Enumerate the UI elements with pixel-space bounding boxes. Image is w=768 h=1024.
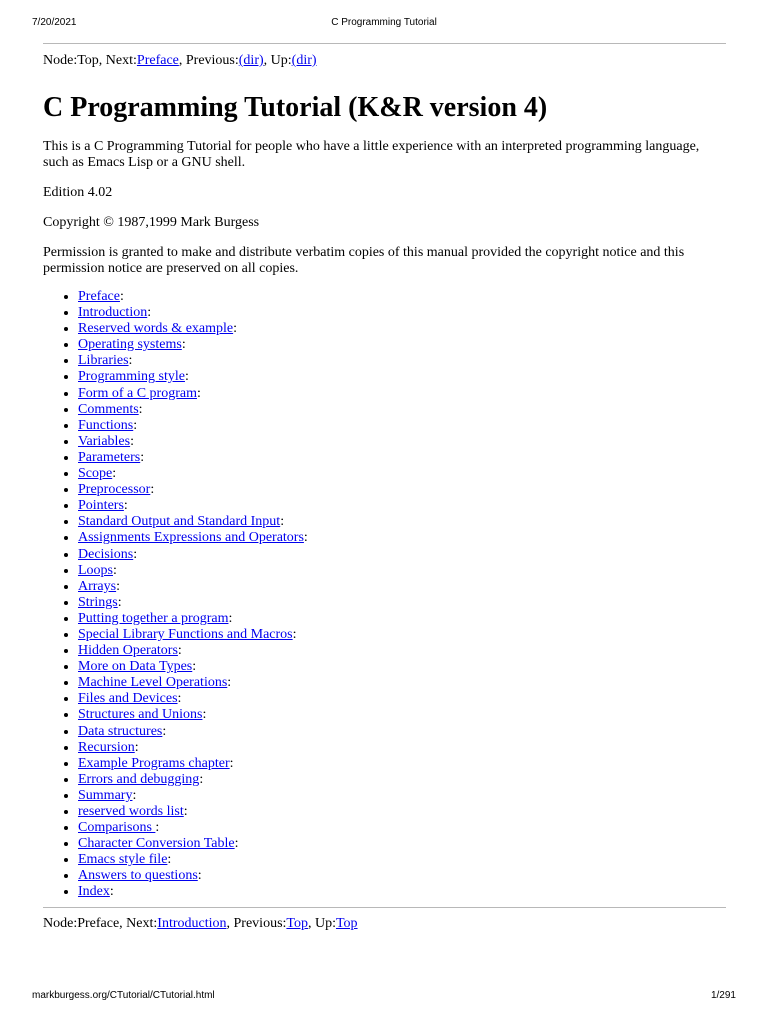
toc-item: [78, 514, 726, 530]
toc-suffix: :: [229, 755, 234, 771]
toc-link[interactable]: Scope: [78, 466, 113, 482]
up-link[interactable]: Top: [335, 915, 358, 931]
toc-link[interactable]: Parameters: [78, 449, 141, 465]
print-title: C Programming Tutorial: [331, 17, 437, 28]
toc-suffix: :: [184, 369, 189, 385]
toc-suffix: :: [196, 385, 201, 401]
up-label: , Up:: [263, 53, 292, 68]
node-navigation-top: [43, 53, 726, 69]
toc-suffix: :: [116, 578, 120, 594]
toc-item: [78, 884, 726, 900]
page-title: C Programming Tutorial (K&R version 4): [43, 92, 548, 123]
toc-suffix: :: [133, 417, 138, 433]
toc-suffix: :: [155, 820, 160, 836]
page-number: 1/291: [710, 990, 736, 1001]
toc-suffix: :: [280, 514, 285, 530]
toc-link[interactable]: Example Programs chapter: [78, 755, 230, 771]
print-url: markburgess.org/CTutorial/CTutorial.html: [32, 990, 215, 1001]
toc-suffix: :: [109, 884, 114, 900]
toc-link[interactable]: Operating systems: [78, 337, 182, 353]
toc-item: [78, 659, 726, 675]
toc-item: [78, 337, 726, 353]
toc-item: [78, 321, 726, 337]
toc-link[interactable]: Index: [78, 884, 110, 900]
toc-suffix: :: [202, 707, 207, 723]
toc-item: [78, 402, 726, 418]
toc-suffix: :: [133, 546, 138, 562]
toc-item: [78, 369, 726, 385]
previous-label: , Previous:: [226, 915, 287, 931]
toc-item: [78, 788, 726, 804]
next-link[interactable]: Introduction: [157, 915, 227, 931]
toc-suffix: :: [112, 466, 117, 482]
toc-link[interactable]: Answers to questions: [78, 868, 198, 884]
toc-link[interactable]: Standard Output and Standard Input: [78, 514, 281, 530]
toc-link[interactable]: Loops: [78, 562, 113, 578]
toc-item: [78, 289, 726, 305]
toc-item: [78, 434, 726, 450]
toc-item: [78, 756, 726, 772]
toc-suffix: :: [132, 787, 137, 803]
node-label: Node:Preface, Next:: [43, 915, 158, 931]
toc-suffix: :: [192, 659, 197, 675]
toc-item: [78, 450, 726, 466]
toc-item: [78, 852, 726, 868]
toc-item: [78, 820, 726, 836]
toc-item: [78, 772, 726, 788]
toc-suffix: :: [167, 852, 172, 868]
toc-link[interactable]: Data structures: [78, 723, 163, 739]
toc-item: [78, 595, 726, 611]
toc-link[interactable]: Introduction: [78, 305, 148, 321]
toc-suffix: :: [117, 594, 122, 610]
toc-suffix: :: [303, 530, 308, 546]
next-link[interactable]: Preface: [136, 53, 179, 68]
toc-suffix: :: [150, 482, 155, 498]
toc-link[interactable]: Character Conversion Table: [78, 836, 235, 852]
toc-item: [78, 724, 726, 740]
toc-link[interactable]: Pointers: [78, 498, 124, 514]
toc-item: [78, 611, 726, 627]
toc-link[interactable]: Files and Devices: [78, 691, 178, 707]
toc-suffix: :: [228, 610, 233, 626]
toc-suffix: :: [292, 626, 297, 642]
toc-item: [78, 563, 726, 579]
page-content: [43, 43, 726, 932]
top-divider: [43, 43, 726, 44]
toc-suffix: :: [123, 498, 128, 514]
toc-suffix: :: [177, 691, 182, 707]
toc-link[interactable]: Comparisons: [78, 820, 156, 836]
toc-item: [78, 868, 726, 884]
up-link[interactable]: (dir): [291, 53, 317, 68]
toc-link[interactable]: Assignments Expressions and Operators: [78, 530, 304, 546]
toc-link[interactable]: Functions: [78, 417, 134, 433]
toc-item: [78, 836, 726, 852]
toc-suffix: :: [140, 449, 145, 465]
toc-link[interactable]: Errors and debugging: [78, 771, 200, 787]
toc-item: [78, 418, 726, 434]
toc-suffix: :: [113, 562, 117, 578]
print-footer: [32, 990, 736, 1006]
toc-item: [78, 466, 726, 482]
bottom-divider: [43, 907, 726, 908]
node-navigation-bottom: [43, 916, 726, 932]
toc-link[interactable]: Emacs style file: [78, 852, 168, 868]
toc-item: [78, 707, 726, 723]
toc-link[interactable]: Recursion: [78, 739, 135, 755]
toc-suffix: :: [128, 353, 133, 369]
toc-suffix: :: [233, 321, 238, 337]
toc-item: [78, 547, 726, 563]
toc-link[interactable]: Arrays: [78, 578, 117, 594]
toc-suffix: :: [134, 739, 139, 755]
previous-link[interactable]: (dir): [238, 53, 264, 68]
toc-link[interactable]: Preprocessor: [78, 482, 151, 498]
toc-suffix: :: [199, 771, 204, 787]
print-header: [32, 17, 736, 33]
toc-suffix: :: [183, 804, 188, 819]
toc-suffix: :: [197, 868, 202, 884]
toc-link[interactable]: Structures and Unions: [78, 707, 203, 723]
toc-item: [78, 482, 726, 498]
toc-link[interactable]: Strings: [78, 594, 118, 610]
toc-item: [78, 386, 726, 402]
toc-item: [78, 675, 726, 691]
toc-item: [78, 691, 726, 707]
toc-link[interactable]: Variables: [78, 433, 131, 449]
toc-item: [78, 498, 726, 514]
toc-item: [78, 353, 726, 369]
toc-item: [78, 530, 726, 546]
permission-paragraph: Permission is granted to make and distribute verbatim copies of this manual provided the copyright notice and this permission notice are preserved on all copies.: [43, 245, 685, 276]
node-label: Node:Top, Next:: [43, 53, 137, 68]
intro-paragraph: This is a C Programming Tutorial for people who have a little experience with an interpreted programming language, such as Emacs Lisp or a GNU shell.: [43, 139, 700, 170]
toc-item: [78, 740, 726, 756]
toc-link[interactable]: Special Library Functions and Macros: [78, 626, 293, 642]
toc-link[interactable]: Reserved words & example: [78, 321, 234, 337]
toc-item: [78, 804, 726, 820]
toc-link[interactable]: Programming style: [78, 369, 185, 385]
toc-item: [78, 643, 726, 659]
toc-link[interactable]: reserved words list: [78, 804, 184, 819]
toc-link[interactable]: More on Data Types: [78, 659, 193, 675]
toc-suffix: :: [138, 401, 143, 417]
toc-suffix: :: [147, 305, 152, 321]
previous-link[interactable]: Top: [286, 915, 308, 931]
toc-suffix: :: [234, 836, 239, 852]
print-date: 7/20/2021: [32, 17, 77, 28]
toc-link[interactable]: Hidden Operators: [78, 643, 178, 659]
toc-link[interactable]: Machine Level Operations: [78, 675, 228, 691]
toc-suffix: :: [177, 643, 182, 659]
toc-item: [78, 579, 726, 595]
toc-suffix: :: [181, 337, 186, 353]
toc-suffix: :: [119, 289, 124, 304]
previous-label: , Previous:: [178, 53, 239, 68]
copyright-text: Copyright © 1987,1999 Mark Burgess: [43, 215, 260, 230]
toc-suffix: :: [227, 675, 232, 691]
toc-link[interactable]: Form of a C program: [78, 385, 197, 401]
toc-link[interactable]: Preface: [78, 289, 120, 304]
toc-link[interactable]: Comments: [78, 401, 139, 417]
up-label: , Up:: [307, 915, 336, 931]
toc-suffix: :: [162, 723, 167, 739]
toc-link[interactable]: Summary: [78, 787, 133, 803]
toc-link[interactable]: Putting together a program: [78, 610, 229, 626]
table-of-contents: [43, 289, 726, 901]
edition-text: Edition 4.02: [43, 185, 113, 200]
toc-link[interactable]: Decisions: [78, 546, 134, 562]
toc-suffix: :: [130, 433, 134, 449]
toc-item: [78, 305, 726, 321]
toc-item: [78, 627, 726, 643]
toc-link[interactable]: Libraries: [78, 353, 129, 369]
